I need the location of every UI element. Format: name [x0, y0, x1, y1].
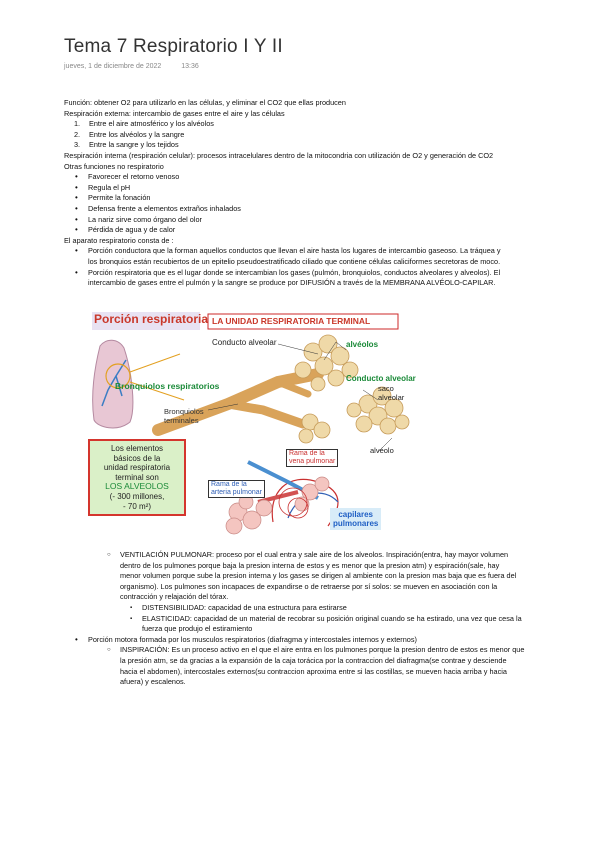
- inspiration-list: [64, 645, 592, 687]
- label-bronquiolos-terminales: Bronquiolos terminales: [164, 407, 204, 425]
- internal-resp-line: Respiración interna (respiración celular): procesos intracelulares dentro de la mitocondria con utilización de O2 y generación de CO2: [64, 150, 494, 160]
- page-date: jueves, 1 de diciembre de 2022: [64, 63, 162, 70]
- parts-list: [64, 246, 592, 288]
- list-item: ▪ ELASTICIDAD: capacidad de un material de recobrar su posición original cuando se ha estirado, una vez que cesa la fuerza que produjo el estiramiento: [64, 614, 592, 635]
- list-item: 3. Entre la sangre y los tejidos: [74, 140, 179, 150]
- other-functions-heading: Otras funciones no respiratorio: [64, 161, 164, 171]
- label-conducto-alveolar: Conducto alveolar: [212, 338, 277, 347]
- page-time: 13:36: [181, 63, 199, 70]
- list-item: • Regula el pH: [64, 183, 592, 194]
- label-rama-vena: Rama de la vena pulmonar: [286, 449, 338, 467]
- label-rama-arteria: Rama de la arteria pulmonar: [208, 480, 265, 498]
- list-item: ▪ DISTENSIBILIDAD: capacidad de una estructura para estirarse: [64, 603, 592, 614]
- function-line: Función: obtener O2 para utilizarlo en las células, y eliminar el CO2 que ellas producen: [64, 98, 346, 107]
- list-item: • Permite la fonación: [64, 193, 592, 204]
- other-functions-list: [64, 172, 592, 236]
- label-alveolo: alvéolo: [370, 446, 394, 455]
- page-meta: [64, 63, 217, 70]
- list-item: • Porción motora formada por los musculos respiratorios (diafragma y intercostales internos y externos): [64, 635, 592, 646]
- label-conducto-alveolar-green: Conducto alveolar: [346, 374, 416, 383]
- list-item: • Pérdida de agua y de calor: [64, 225, 592, 236]
- notes-body: [64, 98, 592, 289]
- list-item: • Porción respiratoria que es el lugar donde se intercambian los gases (pulmón, bronquiolos, conductos alveolares y alveolos). El intercambio de gases entre el pulmón y la sangre se produce por DIFUSIÓN a través de la MEMBRANA ALVÉOLO-CAPILAR.: [64, 268, 592, 289]
- label-capilares: capilares pulmonares: [330, 508, 381, 530]
- lower-notes: [64, 550, 592, 688]
- list-item: • Porción conductora que la forman aquellos conductos que llevan el aire hasta los lugares de intercambio gaseoso. La tráquea y los bronquios están recubiertos de un epitelio pseudoestratificado ciliado que contiene células caliciformes secretoras de moco.: [64, 246, 592, 267]
- consists-heading: El aparato respiratorio consta de :: [64, 235, 174, 245]
- label-bronquiolos-respiratorios: Bronquiolos respiratorios: [115, 381, 220, 391]
- list-item: • Favorecer el retorno venoso: [64, 172, 592, 183]
- list-item: • La nariz sirve como órgano del olor: [64, 215, 592, 226]
- list-item: 1. Entre el aire atmosférico y los alvéolos: [74, 119, 214, 129]
- external-resp-list: [64, 119, 592, 151]
- figure-header-left: Porción respiratoria: [94, 312, 209, 326]
- label-saco-alveolar: saco alveolar: [378, 384, 405, 402]
- properties-list: [64, 603, 592, 635]
- external-resp-line: Respiración externa: intercambio de gases entre el aire y las células: [64, 108, 285, 118]
- list-item: 2. Entre los alvéolos y la sangre: [74, 129, 185, 139]
- alveolos-info-box: Los elementos básicos de la unidad respiratoria terminal son LOS ALVEOLOS (- 300 millones, - 70 m²): [88, 439, 186, 516]
- figure-header-right: LA UNIDAD RESPIRATORIA TERMINAL: [212, 316, 371, 326]
- list-item: • Defensa frente a elementos extraños inhalados: [64, 204, 592, 215]
- page-title: Tema 7 Respiratorio I Y II: [64, 36, 283, 57]
- list-item: ○ VENTILACIÓN PULMONAR: proceso por el cual entra y sale aire de los alveolos. Inspiración(entra, hay mayor volumen dentro de los pulmones porque baja la presion interna de estos y es menor que la presion atm) y espiración(sale, hay menor volumen porque sube la presion interna y los gases se dirigen al ambiente con la presion mas baja que es fuera del organismo). Los pulmones son incapaces de expandirse o de retraerse por sí solos: se mueven en asociación con la contracción y relajación del tórax.: [64, 550, 592, 603]
- motor-part-list: [64, 635, 592, 646]
- ventilation-list: [64, 550, 592, 603]
- label-alveolos: alvéolos: [346, 340, 379, 349]
- list-item: ○ INSPIRACIÓN: Es un proceso activo en el que el aire entra en los pulmones porque la presion dentro de estos es menor que la presión atm, se da gracias a la expansión de la caja torácica por la contraccion del diafragma(se contrae y desciende hacia el abdomen), intercostales externos(su contraccion aproxima entre si las costillas, se mueven hacia arriba y hacia afuera) y escalenos.: [64, 645, 592, 687]
- respiratory-unit-figure: [88, 312, 488, 542]
